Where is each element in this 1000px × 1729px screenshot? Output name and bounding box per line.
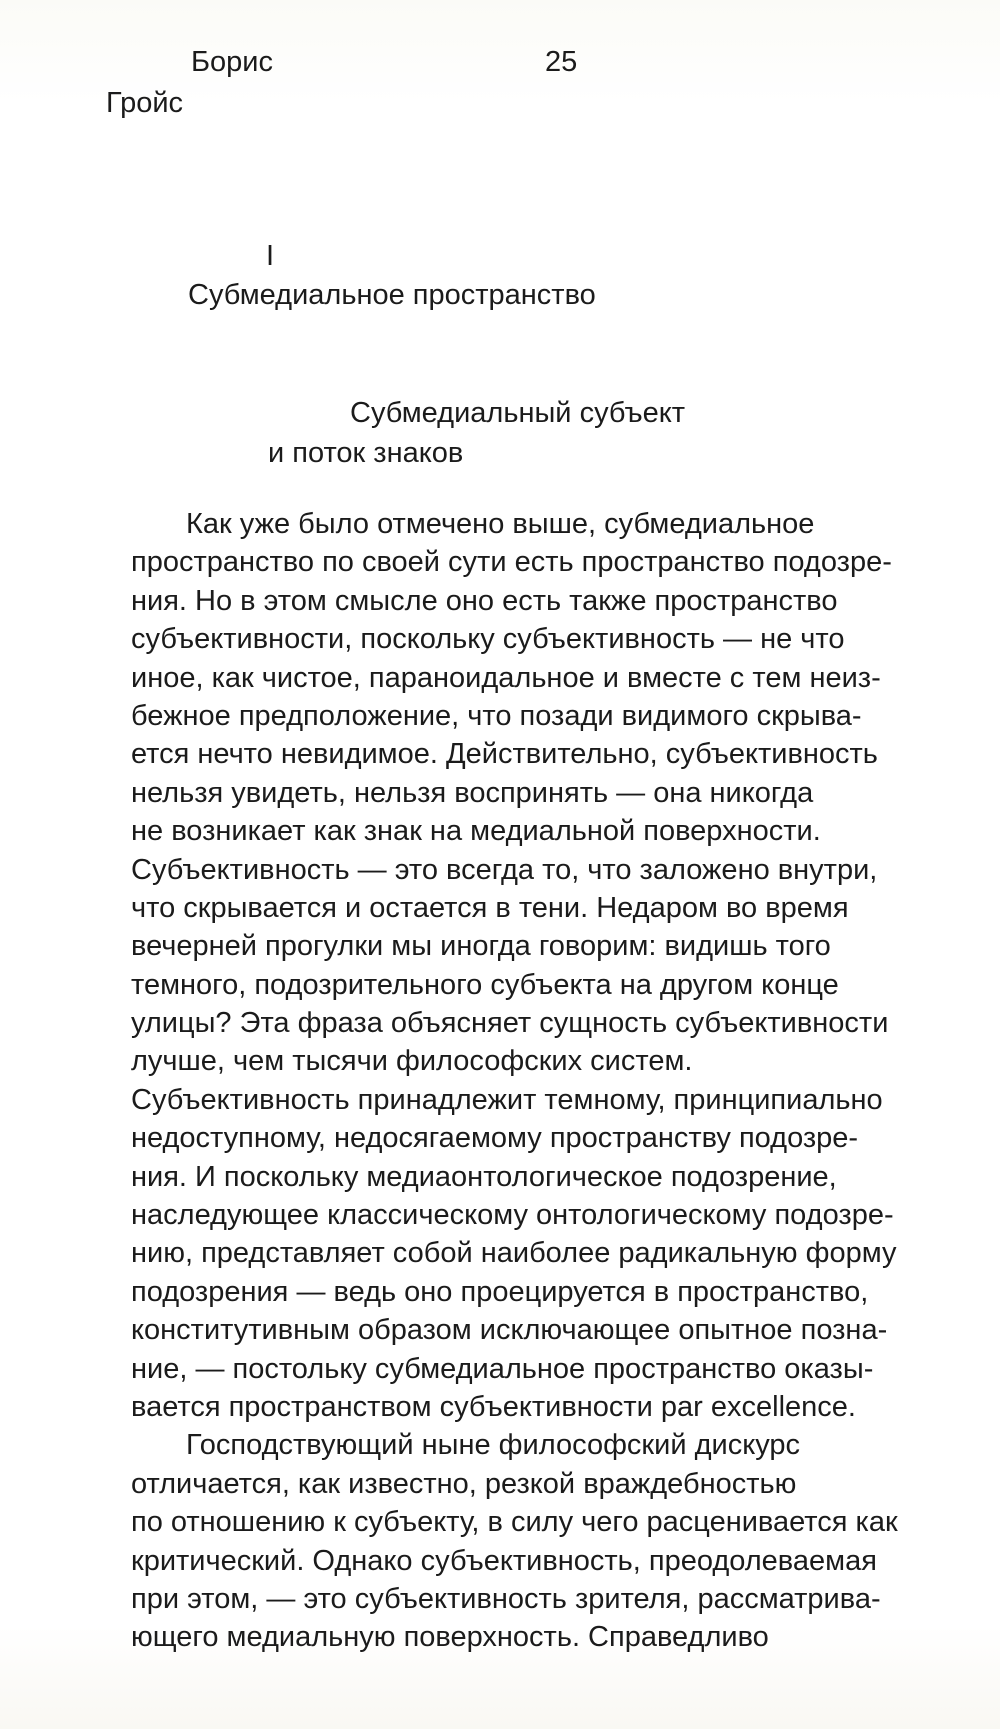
text-line: нию, представляет собой наиболее радикальную форму — [131, 1237, 897, 1270]
text-line: по отношению к субъекту, в силу чего расценивается как — [131, 1506, 898, 1539]
text-line: темного, подозрительного субъекта на другом конце — [131, 968, 839, 1001]
section-title-line-1: Субмедиальный субъект — [350, 397, 686, 429]
text-line: ния. Но в этом смысле оно есть также пространство — [131, 584, 838, 617]
text-line: что скрывается и остается в тени. Недаром во время — [131, 891, 849, 924]
text-line: вечерней прогулки мы иногда говорим: видишь того — [131, 930, 831, 963]
running-head-author — [106, 42, 273, 124]
part-number: I — [266, 240, 275, 272]
text-line: наследующее классическому онтологическому подозре- — [131, 1199, 894, 1232]
text-line: ется нечто невидимое. Действительно, субъективность — [131, 738, 878, 771]
author-last-name: Гройс — [106, 87, 184, 119]
text-line: Как уже было отмечено выше, субмедиальное — [186, 508, 815, 540]
text-line: ющего медиальную поверхность. Справедливо — [131, 1621, 769, 1654]
body-text — [131, 505, 921, 1657]
text-line: вается пространством субъективности par excellence. — [131, 1390, 856, 1423]
text-line: улицы? Эта фраза объясняет сущность субъективности — [131, 1007, 889, 1040]
text-line: лучше, чем тысячи философских систем. — [131, 1045, 693, 1078]
text-line: бежное предположение, что позади видимого скрыва- — [131, 699, 862, 732]
part-title: Субмедиальное пространство — [188, 279, 596, 311]
text-line: иное, как чистое, параноидальное и вместе с тем неиз- — [131, 661, 881, 694]
text-line: не возникает как знак на медиальной поверхности. — [131, 815, 821, 848]
section-title-line-2: и поток знаков — [268, 437, 464, 469]
text-line: критический. Однако субъективность, преодолеваемая — [131, 1544, 877, 1577]
text-line: отличается, как известно, резкой враждебностью — [131, 1467, 797, 1500]
text-line: субъективности, поскольку субъективность — не что — [131, 623, 845, 656]
text-line: недоступному, недосягаемому пространству подозре- — [131, 1122, 859, 1155]
section-title — [268, 393, 685, 473]
text-line: подозрения — ведь оно проецируется в пространство, — [131, 1275, 869, 1308]
author-first-name: Борис — [191, 46, 273, 78]
text-line: пространство по своей сути есть пространство подозре- — [131, 546, 892, 579]
text-line: Субъективность принадлежит темному, принципиально — [131, 1083, 883, 1116]
text-line: конститутивным образом исключающее опытное позна- — [131, 1314, 888, 1347]
text-line: ние, — постольку субмедиальное пространство оказы- — [131, 1352, 874, 1385]
text-line: нельзя увидеть, нельзя воспринять — она никогда — [131, 776, 814, 809]
text-line: Субъективность — это всегда то, что заложено внутри, — [131, 853, 878, 886]
text-line: ния. И поскольку медиаонтологическое подозрение, — [131, 1160, 837, 1193]
text-line: Господствующий ныне философский дискурс — [186, 1429, 801, 1462]
text-line: при этом, — это субъективность зрителя, рассматрива- — [131, 1582, 881, 1615]
page-number: 25 — [545, 46, 578, 78]
